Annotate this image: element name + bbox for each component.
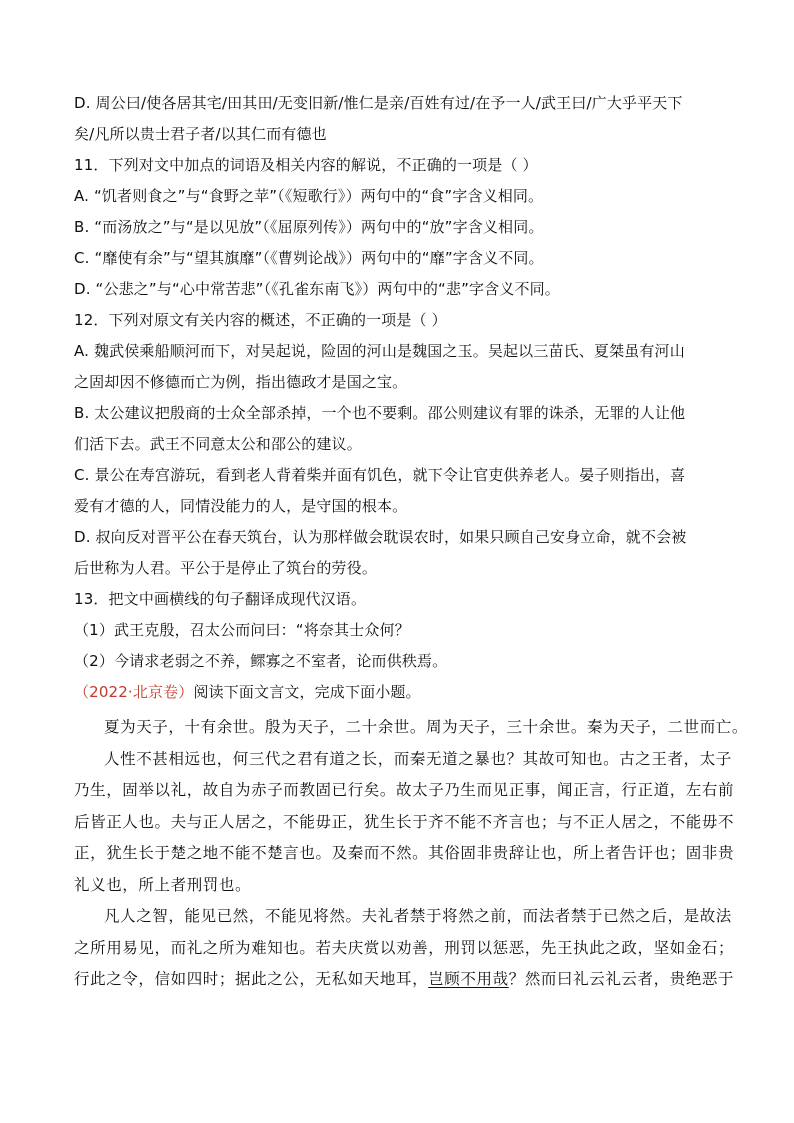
passage-line: 夏为天子，十有余世。殷为天子，二十余世。周为天子，三十余世。秦为天子，二世而亡。 bbox=[104, 718, 749, 736]
question-12: 12．下列对原文有关内容的概述，不正确的一项是（ ） bbox=[74, 311, 447, 329]
q13-item-2: （2）今请求老弱之不养，鳏寡之不室者，论而供秩焉。 bbox=[74, 652, 448, 670]
question-13: 13．把文中画横线的句子翻译成现代汉语。 bbox=[74, 590, 367, 608]
passage-line: 后皆正人也。夫与正人居之，不能毋正，犹生长于齐不能不齐言也；与不正人居之，不能毋不 bbox=[74, 812, 735, 831]
q11-option-c: C. “靡使有余”与“望其旗靡”（《曹刿论战》）两句中的“靡”字含义不同。 bbox=[74, 249, 544, 267]
passage-line: 凡人之智，能见已然，不能见将然。夫礼者禁于将然之前，而法者禁于已然之后，是故法 bbox=[104, 907, 732, 925]
source-instruction: 阅读下面文言文，完成下面小题。 bbox=[193, 683, 421, 701]
passage-line: 正，犹生长于楚之地不能不楚言也。及秦而不然。其俗固非贵辞让也，所上者告讦也；固非贵 bbox=[74, 844, 735, 862]
passage-line: 礼义也，所上者刑罚也。 bbox=[74, 875, 252, 894]
q11-option-b: B. “而汤放之”与“是以见放”（《屈原列传》）两句中的“放”字含义相同。 bbox=[74, 218, 544, 236]
q12-option-d-line-1: D. 叔向反对晋平公在春天筑台，认为那样做会耽误农时，如果只顾自己安身立命，就不会被 bbox=[74, 528, 687, 546]
document-page bbox=[74, 88, 749, 996]
passage-line: 人性不甚相远也，何三代之君有道之长，而秦无道之暴也？其故可知也。古之王者，太子 bbox=[104, 749, 732, 768]
passage-line: 乃生，固举以礼，故自为赤子而教固已行矣。故太子乃生而见正事，闻正言，行正道，左右前 bbox=[74, 781, 735, 799]
source-line bbox=[74, 677, 724, 708]
q13-item-1: （1）武王克殷，召太公而问曰：“将奈其士众何？ bbox=[74, 621, 410, 639]
q12-option-c-line-2: 爱有才德的人，同情没能力的人，是守国的根本。 bbox=[74, 497, 408, 515]
q12-option-c-line-1: C. 景公在寿宫游玩，看到老人背着柴并面有饥色，就下令让官吏供养老人。晏子则指出，喜 bbox=[74, 466, 686, 484]
q12-option-a-line-2: 之固却因不修德而亡为例，指出德政才是国之宝。 bbox=[74, 373, 408, 391]
q12-option-d-line-2: 后世称为人君。平公于是停止了筑台的劳役。 bbox=[74, 559, 378, 577]
option-d-line-2: 矣/凡所以贵士君子者/以其仁而有德也 bbox=[74, 125, 327, 143]
underlined-sentence: 岂顾不用哉 bbox=[428, 970, 509, 988]
passage-line-with-underline bbox=[74, 964, 735, 996]
question-11: 11．下列对文中加点的词语及相关内容的解说，不正确的一项是（ ） bbox=[74, 156, 538, 174]
classical-passage bbox=[74, 712, 749, 996]
passage-line: 之所用易见，而礼之所为难知也。若夫庆赏以劝善，刑罚以惩恶，先王执此之政，坚如金石； bbox=[74, 938, 735, 957]
passage-text: 行此之令，信如四时；据此之公，无私如天地耳， bbox=[74, 970, 429, 988]
passage-text: ？然而曰礼云礼云者，贵绝恶于 bbox=[508, 970, 735, 988]
source-tag: （2022·北京卷） bbox=[74, 683, 194, 701]
q11-option-a: A. “饥者则食之”与“食野之苹”（《短歌行》）两句中的“食”字含义相同。 bbox=[74, 187, 544, 205]
q12-option-b-line-2: 们活下去。武王不同意太公和邵公的建议。 bbox=[74, 435, 362, 453]
q12-option-a-line-1: A. 魏武侯乘船顺河而下，对吴起说，险固的河山是魏国之玉。吴起以三苗氏、夏桀虽有河山 bbox=[74, 342, 685, 360]
q12-option-b-line-1: B. 太公建议把殷商的士众全部杀掉，一个也不要剩。邵公则建议有罪的诛杀，无罪的人让他 bbox=[74, 404, 686, 422]
q11-option-d: D. “公悲之”与“心中常苦悲”（《孔雀东南飞》）两句中的“悲”字含义不同。 bbox=[74, 280, 560, 298]
option-d-line-1: D. 周公曰/使各居其宅/田其田/无变旧新/惟仁是亲/百姓有过/在予一人/武王曰/广大乎平天下 bbox=[74, 94, 683, 112]
